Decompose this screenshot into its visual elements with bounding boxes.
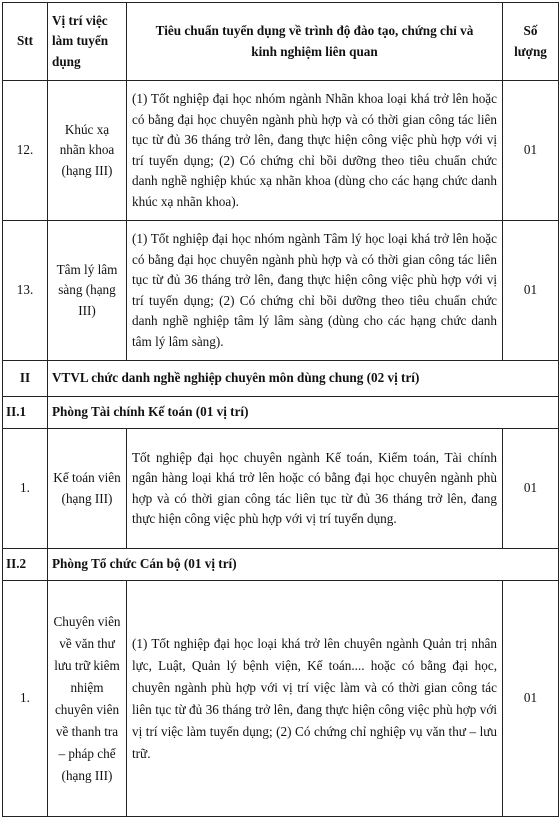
row-criteria: Tốt nghiệp đại học chuyên ngành Kế toán, Kiểm toán, Tài chính ngân hàng loại khá trở lên hoặc có bằng đại học chuyên ngành phù hợp và có thời gian công tác liên tục từ đủ 36 tháng trở lên, đang thực hiện công việc phù hợp với vị trí tuyển dụng. [127,429,503,549]
row-position: Khúc xạ nhãn khoa (hạng III) [48,81,127,221]
row-position: Tâm lý lâm sàng (hạng III) [48,221,127,361]
header-position: Vị trí việc làm tuyển dụng [48,3,127,81]
subsection-row [3,549,559,581]
table-row [3,81,559,221]
row-quantity: 01 [503,221,559,361]
row-criteria: (1) Tốt nghiệp đại học nhóm ngành Nhãn khoa loại khá trở lên hoặc có bằng đại học chuyên ngành phù hợp và có thời gian công tác liên tục từ đủ 36 tháng trở lên, đang thực hiện công việc phù hợp với vị trí tuyển dụng; (2) Có chứng chỉ bồi dưỡng theo tiêu chuẩn chức danh nghề nghiệp khúc xạ nhãn khoa (dùng cho các hạng chức danh khúc xạ nhãn khoa). [127,81,503,221]
row-position: Chuyên viên về văn thư lưu trữ kiêm nhiệm chuyên viên về thanh tra – pháp chế (hạng III) [48,581,127,817]
row-quantity: 01 [503,81,559,221]
subsection-stt: II.1 [3,397,48,429]
table-row [3,581,559,817]
table-row [3,429,559,549]
subsection-title: Phòng Tài chính Kế toán (01 vị trí) [48,397,559,429]
row-stt: 13. [3,221,48,361]
section-stt: II [3,361,48,397]
row-stt: 1. [3,581,48,817]
row-quantity: 01 [503,581,559,817]
table-row [3,221,559,361]
section-row [3,361,559,397]
subsection-stt: II.2 [3,549,48,581]
header-quantity: Số lượng [503,3,559,81]
row-position: Kế toán viên (hạng III) [48,429,127,549]
row-quantity: 01 [503,429,559,549]
recruitment-table [2,2,559,817]
row-criteria: (1) Tốt nghiệp đại học loại khá trở lên chuyên ngành Quản trị nhân lực, Luật, Quản lý bệnh viện, Kế toán.... hoặc có bằng đại học, chuyên ngành phù hợp với vị trí việc làm và có thời gian công tác liên tục từ đủ 36 tháng trở lên, đang thực hiện công việc phù hợp với vị trí việc làm tuyển dụng; (2) Có chứng chỉ nghiệp vụ văn thư – lưu trữ. [127,581,503,817]
row-stt: 12. [3,81,48,221]
header-criteria: Tiêu chuẩn tuyển dụng về trình độ đào tạo, chứng chỉ và kinh nghiệm liên quan [127,3,503,81]
table-header-row [3,3,559,81]
row-stt: 1. [3,429,48,549]
row-criteria: (1) Tốt nghiệp đại học nhóm ngành Tâm lý học loại khá trở lên hoặc có bằng đại học chuyên ngành phù hợp và có thời gian công tác liên tục từ đủ 36 tháng trở lên, đang thực hiện công việc phù hợp với vị trí tuyển dụng; (2) Có chứng chỉ bồi dưỡng theo tiêu chuẩn chức danh nghề nghiệp tâm lý lâm sàng (dùng cho các hạng chức danh tâm lý lâm sàng). [127,221,503,361]
subsection-title: Phòng Tổ chức Cán bộ (01 vị trí) [48,549,559,581]
section-title: VTVL chức danh nghề nghiệp chuyên môn dùng chung (02 vị trí) [48,361,559,397]
subsection-row [3,397,559,429]
header-stt: Stt [3,3,48,81]
